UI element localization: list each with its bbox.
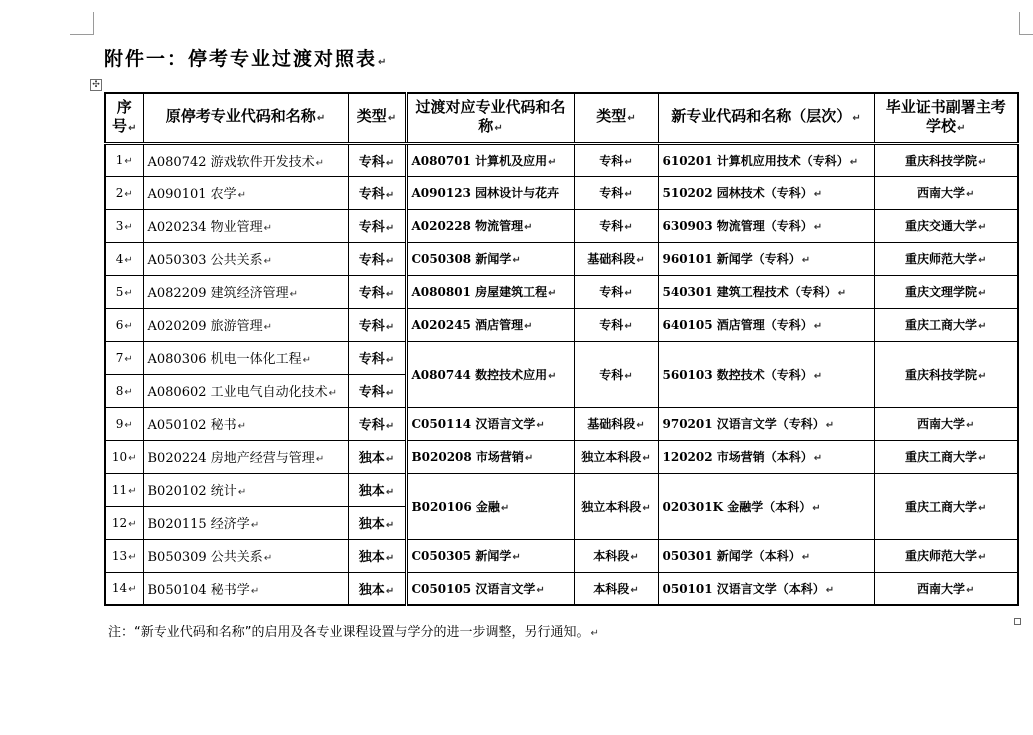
cell-school: 西南大学↵ [874,176,1018,209]
cell-no: 8↵ [105,374,143,407]
cell-type1: 专科↵ [348,341,406,374]
table-row [105,242,1018,275]
cell-type2: 专科↵ [574,209,658,242]
cell-new: 510202 园林技术（专科）↵ [658,176,874,209]
cell-type1: 专科↵ [348,407,406,440]
cell-no: 12↵ [105,506,143,539]
cell-type2: 基础科段↵ [574,242,658,275]
cell-type1: 专科↵ [348,374,406,407]
cell-orig: B050309 公共关系↵ [143,539,348,572]
crop-mark [1019,12,1020,35]
cell-type1: 独本↵ [348,506,406,539]
cell-trans: A020245 酒店管理↵ [406,308,574,341]
cell-type2: 独立本科段↵ [574,473,658,539]
header-cell-new: 新专业代码和名称（层次）↵ [658,93,874,143]
cell-new: 560103 数控技术（专科）↵ [658,341,874,407]
cell-type1: 独本↵ [348,539,406,572]
transition-table [104,92,1019,606]
cell-trans: C050308 新闻学↵ [406,242,574,275]
cell-school: 重庆工商大学↵ [874,308,1018,341]
cell-school: 西南大学↵ [874,407,1018,440]
cell-no: 5↵ [105,275,143,308]
cell-trans: C050114 汉语言文学↵ [406,407,574,440]
cell-no: 9↵ [105,407,143,440]
table-row [105,539,1018,572]
header-cell-no: 序号↵ [105,93,143,143]
header-cell-school: 毕业证书副署主考学校↵ [874,93,1018,143]
cell-school: 重庆科技学院↵ [874,143,1018,176]
cell-type2: 专科↵ [574,176,658,209]
cell-orig: A090101 农学↵ [143,176,348,209]
header-cell-type2: 类型↵ [574,93,658,143]
cell-orig: B020224 房地产经营与管理↵ [143,440,348,473]
cell-new: 960101 新闻学（专科）↵ [658,242,874,275]
cell-no: 11↵ [105,473,143,506]
cell-new: 120202 市场营销（本科）↵ [658,440,874,473]
cell-new: 970201 汉语言文学（专科）↵ [658,407,874,440]
cell-new: 630903 物流管理（专科）↵ [658,209,874,242]
cell-trans: A090123 园林设计与花卉 [406,176,574,209]
cell-no: 1↵ [105,143,143,176]
crop-mark [1019,34,1033,35]
cell-new: 640105 酒店管理（专科）↵ [658,308,874,341]
cell-orig: B020115 经济学↵ [143,506,348,539]
cell-no: 10↵ [105,440,143,473]
cell-orig: A020234 物业管理↵ [143,209,348,242]
cell-type2: 专科↵ [574,308,658,341]
cell-type1: 专科↵ [348,308,406,341]
table-header-row [105,93,1018,143]
footnote: 注：“新专业代码和名称”的启用及各专业课程设置与学分的进一步调整，另行通知。↵ [108,625,599,640]
table-row [105,176,1018,209]
table-row [105,341,1018,374]
table-row [105,572,1018,605]
cell-school: 重庆工商大学↵ [874,473,1018,539]
crop-mark [70,34,94,35]
table-row [105,407,1018,440]
table-row [105,209,1018,242]
cell-orig: A050303 公共关系↵ [143,242,348,275]
table-row [105,473,1018,506]
cell-type2: 本科段↵ [574,539,658,572]
cell-orig: A080306 机电一体化工程↵ [143,341,348,374]
header-cell-type1: 类型↵ [348,93,406,143]
cell-school: 重庆师范大学↵ [874,539,1018,572]
cell-no: 13↵ [105,539,143,572]
cell-trans: B020106 金融↵ [406,473,574,539]
cell-type1: 独本↵ [348,473,406,506]
table-resize-handle[interactable] [1014,618,1021,625]
cell-orig: A050102 秘书↵ [143,407,348,440]
cell-no: 2↵ [105,176,143,209]
cell-trans: C050105 汉语言文学↵ [406,572,574,605]
cell-type2: 专科↵ [574,341,658,407]
cell-orig: A020209 旅游管理↵ [143,308,348,341]
cell-new: 020301K 金融学（本科）↵ [658,473,874,539]
cell-orig: A080742 游戏软件开发技术↵ [143,143,348,176]
cell-orig: A080602 工业电气自动化技术↵ [143,374,348,407]
cell-trans: A080801 房屋建筑工程↵ [406,275,574,308]
cell-new: 540301 建筑工程技术（专科）↵ [658,275,874,308]
cell-no: 7↵ [105,341,143,374]
cell-type2: 专科↵ [574,275,658,308]
cell-school: 重庆工商大学↵ [874,440,1018,473]
cell-school: 重庆文理学院↵ [874,275,1018,308]
cell-type2: 独立本科段↵ [574,440,658,473]
cell-school: 重庆交通大学↵ [874,209,1018,242]
cell-no: 14↵ [105,572,143,605]
header-cell-orig: 原停考专业代码和名称↵ [143,93,348,143]
cell-school: 西南大学↵ [874,572,1018,605]
cell-type2: 专科↵ [574,143,658,176]
cell-type1: 专科↵ [348,209,406,242]
cell-type1: 专科↵ [348,176,406,209]
cell-no: 4↵ [105,242,143,275]
cell-type2: 本科段↵ [574,572,658,605]
cell-type1: 专科↵ [348,275,406,308]
cell-type1: 独本↵ [348,440,406,473]
table-move-handle-icon[interactable]: ✣ [90,79,102,91]
cell-trans: B020208 市场营销↵ [406,440,574,473]
cell-new: 050101 汉语言文学（本科）↵ [658,572,874,605]
cell-trans: A080701 计算机及应用↵ [406,143,574,176]
cell-type1: 专科↵ [348,242,406,275]
cell-orig: B050104 秘书学↵ [143,572,348,605]
table-row [105,440,1018,473]
cell-type1: 独本↵ [348,572,406,605]
table-row [105,275,1018,308]
crop-mark [93,12,94,35]
cell-type1: 专科↵ [348,143,406,176]
cell-orig: A082209 建筑经济管理↵ [143,275,348,308]
cell-school: 重庆科技学院↵ [874,341,1018,407]
cell-trans: C050305 新闻学↵ [406,539,574,572]
cell-no: 6↵ [105,308,143,341]
cell-school: 重庆师范大学↵ [874,242,1018,275]
cell-trans: A020228 物流管理↵ [406,209,574,242]
page-title: 附件一：停考专业过渡对照表↵ [104,48,389,70]
cell-orig: B020102 统计↵ [143,473,348,506]
header-cell-trans: 过渡对应专业代码和名称↵ [406,93,574,143]
cell-trans: A080744 数控技术应用↵ [406,341,574,407]
cell-no: 3↵ [105,209,143,242]
table-row [105,308,1018,341]
cell-new: 050301 新闻学（本科）↵ [658,539,874,572]
cell-new: 610201 计算机应用技术（专科）↵ [658,143,874,176]
cell-type2: 基础科段↵ [574,407,658,440]
table-container [104,92,1019,606]
table-row [105,143,1018,176]
